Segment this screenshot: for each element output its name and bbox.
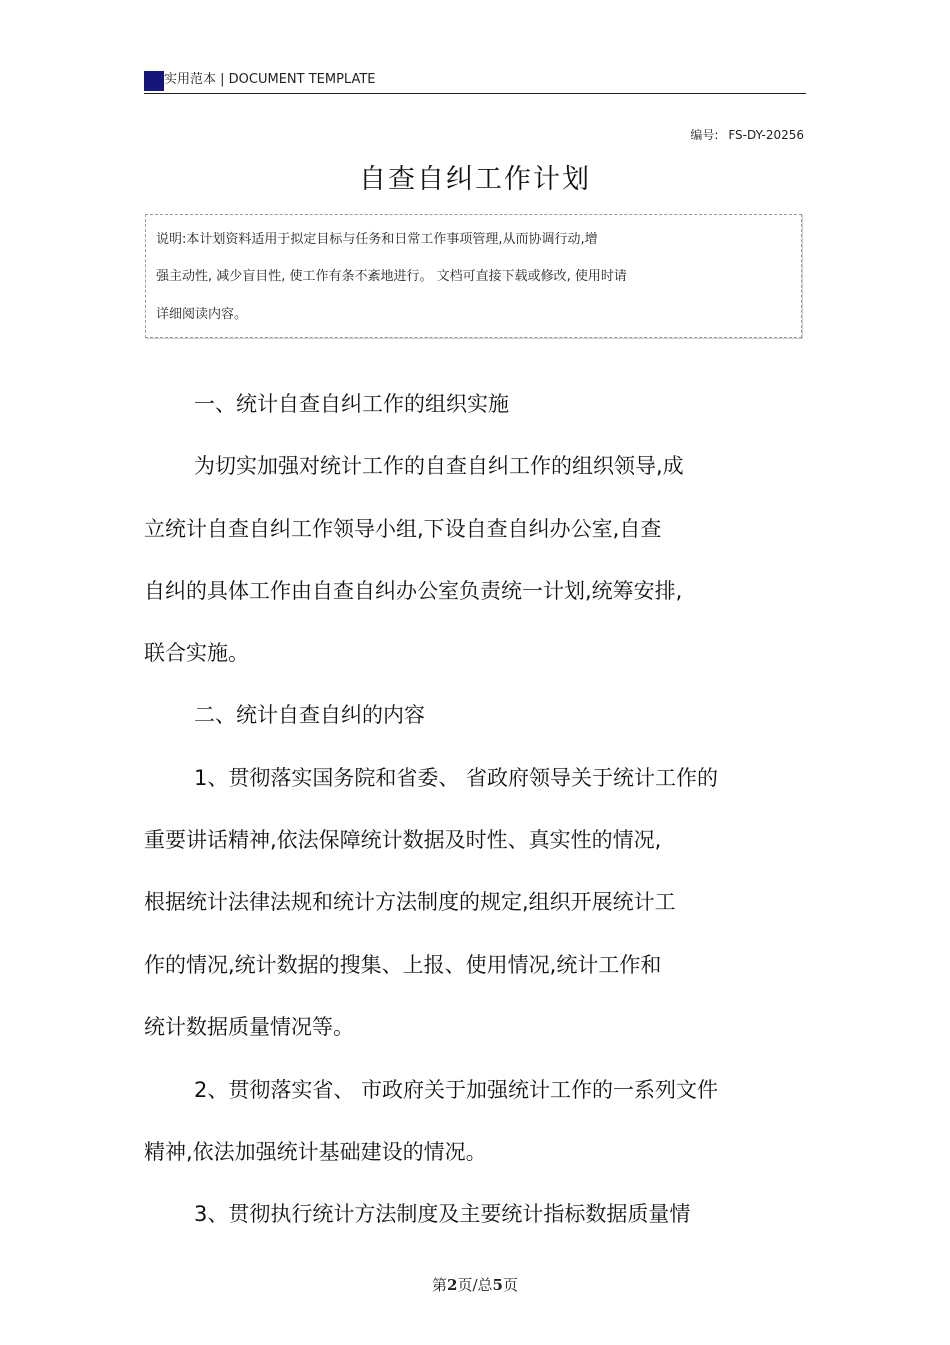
paragraph-line: 2、贯彻落实省、 市政府关于加强统计工作的一系列文件 [194, 1078, 719, 1102]
footer-prefix: 第 [432, 1276, 448, 1294]
description-line: 说明:本计划资料适用于拟定目标与任务和日常工作事项管理,从而协调行动,增 [156, 232, 598, 247]
footer-current-page: 2 [447, 1276, 458, 1294]
paragraph-line: 重要讲话精神,依法保障统计数据及时性、真实性的情况, [144, 828, 662, 852]
footer-mid: 页/总 [457, 1276, 493, 1294]
header-text: 实用范本 | DOCUMENT TEMPLATE [164, 72, 376, 87]
header-logo-square [144, 71, 164, 91]
document-number-value: FS-DY-20256 [728, 128, 804, 142]
paragraph-line: 为切实加强对统计工作的自查自纠工作的组织领导,成 [194, 454, 684, 478]
paragraph-line: 3、贯彻执行统计方法制度及主要统计指标数据质量情 [194, 1202, 691, 1226]
document-title: 自查自纠工作计划 [359, 164, 591, 195]
paragraph-line: 联合实施。 [144, 641, 249, 665]
document-number [690, 126, 804, 144]
description-line: 强主动性, 减少盲目性, 使工作有条不紊地进行。 文档可直接下载或修改, 使用时请 [156, 269, 627, 284]
paragraph-line: 立统计自查自纠工作领导小组,下设自查自纠办公室,自查 [144, 517, 662, 541]
paragraph-line: 1、贯彻落实国务院和省委、 省政府领导关于统计工作的 [194, 766, 719, 790]
page-footer [0, 1274, 950, 1296]
section-heading: 二、统计自查自纠的内容 [194, 703, 425, 727]
document-number-label: 编号: [690, 128, 719, 142]
paragraph-line: 根据统计法律法规和统计方法制度的规定,组织开展统计工 [144, 890, 676, 914]
paragraph-line: 自纠的具体工作由自查自纠办公室负责统一计划,统筹安排, [144, 579, 683, 603]
paragraph-line: 精神,依法加强统计基础建设的情况。 [144, 1140, 487, 1164]
section-heading: 一、统计自查自纠工作的组织实施 [194, 392, 509, 416]
paragraph-line: 作的情况,统计数据的搜集、上报、使用情况,统计工作和 [144, 953, 662, 977]
footer-suffix: 页 [502, 1276, 518, 1294]
footer-total-pages: 5 [492, 1276, 503, 1294]
paragraph-line: 统计数据质量情况等。 [144, 1015, 354, 1039]
page-header [144, 68, 806, 94]
description-box [145, 214, 802, 338]
description-line: 详细阅读内容。 [156, 307, 248, 322]
